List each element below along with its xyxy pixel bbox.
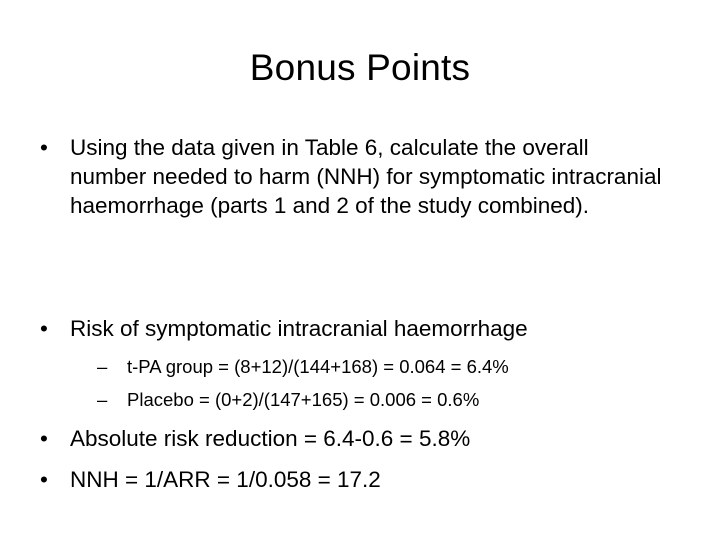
- bullet-icon: •: [40, 316, 48, 341]
- bullet-icon: •: [40, 426, 48, 451]
- bullet-text: NNH = 1/ARR = 1/0.058 = 17.2: [70, 467, 381, 492]
- bullet-item-nnh: [0, 465, 720, 495]
- bullet-item-arr: [0, 424, 720, 454]
- bullet-item-question: [0, 133, 720, 265]
- slide-title: Bonus Points: [249, 47, 471, 88]
- bullet-text: Absolute risk reduction = 6.4-0.6 = 5.8%: [70, 426, 471, 451]
- bullet-item-risk: [0, 314, 720, 344]
- bullet-text: Risk of symptomatic intracranial haemorrhage: [70, 316, 528, 341]
- sub-bullet-placebo: [0, 388, 720, 412]
- dash-icon: –: [97, 389, 108, 410]
- bullet-icon: •: [40, 467, 48, 492]
- sub-bullet-text: Placebo = (0+2)/(147+165) = 0.006 = 0.6%: [127, 389, 480, 410]
- sub-bullet-text: t-PA group = (8+12)/(144+168) = 0.064 = 6.4%: [127, 356, 509, 377]
- sub-bullet-tpa: [0, 355, 720, 379]
- bullet-text: Using the data given in Table 6, calculate the overall number needed to harm (NNH) for symptomatic intracranial haemorrhage (parts 1 and 2 of the study combined).: [70, 135, 662, 218]
- bullet-icon: •: [40, 135, 48, 160]
- dash-icon: –: [97, 356, 108, 377]
